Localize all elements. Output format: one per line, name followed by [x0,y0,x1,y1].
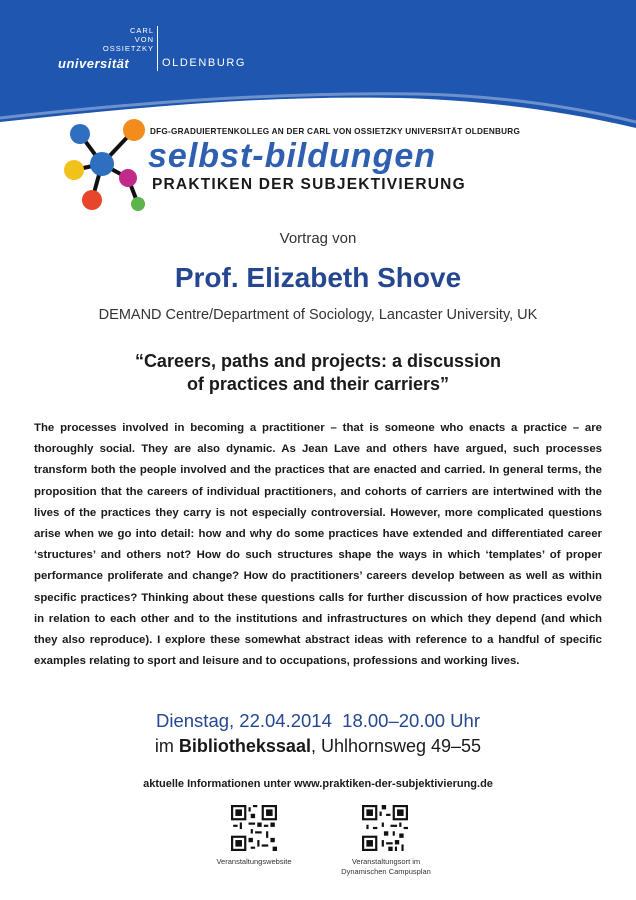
logo-university-name: universität [58,56,130,71]
talk-title-line-2: of practices and their carriers” [186,374,450,394]
website-qr-code-icon[interactable] [231,805,277,851]
abstract-text: The processes involved in becoming a practitioner – that is someone who enacts a practice – are thoroughly social. They are also dynamic. As Jean Lave and others have argued, such processes transform both the people involved and the practices that are enacted and carried. In general terms, the proposition that the careers of individual practitioners, and cohorts of carriers are intertwined with the lives of the practices they carry is not especially controversial. However, more complicated questions arise when we go into detail: how and why do some practices have extended and differentiated career ‘structures’ and others not? How do such structures shape the ways in which ‘templates’ of proper performance proliferate and change? How do practitioners’ careers develop between as well as within specific practices? Thinking about these questions calls for further discussion of how practices evolve in relation to each other and to the institutions and infrastructures on which they depend (and which they also reproduce). I explore these somewhat abstract ideas with reference to a handful of specific examples relating to sport and leisure and to occupations, professions and working lives. [34,422,602,668]
event-date-time: Dienstag, 22.04.2014 18.00–20.00 Uhr [156,710,480,731]
university-logo [58,26,258,76]
talk-title [0,350,636,396]
project-title: selbst-bildungen [148,137,436,175]
dfg-line: DFG-GRADUIERTENKOLLEG AN DER CARL VON OSSIETZKY UNIVERSITÄT OLDENBURG [150,127,521,136]
campusplan-qr-caption [320,857,452,877]
website-qr-caption: Veranstaltungswebsite [216,857,292,866]
molecule-logo-icon [62,116,152,212]
speaker-name: Prof. Elizabeth Shove [174,262,462,293]
event-location [0,736,636,757]
intro-text: Vortrag von [279,230,357,247]
logo-line-3: OSSIETZKY [102,44,154,53]
campusplan-caption-line-2: Dynamischen Campusplan [341,867,431,876]
location-room: Bibliothekssaal [178,736,311,756]
logo-line-2: VON [134,35,154,44]
project-subtitle: PRAKTIKEN DER SUBJEKTIVIERUNG [152,176,466,193]
logo-line-1: CARL [129,26,154,35]
talk-title-line-1: “Careers, paths and projects: a discussion [134,351,502,371]
logo-city: OLDENBURG [162,57,247,69]
campusplan-caption-line-1: Veranstaltungsort im [351,857,421,866]
location-address: , Uhlhornsweg 49–55 [310,736,482,756]
speaker-affiliation: DEMAND Centre/Department of Sociology, Lancaster University, UK [98,307,538,323]
info-link-text[interactable]: aktuelle Informationen unter www.praktiken-der-subjektivierung.de [143,778,493,790]
location-prefix: im [154,736,179,756]
campusplan-qr-code-icon[interactable] [362,805,408,851]
logo-divider [157,26,158,71]
